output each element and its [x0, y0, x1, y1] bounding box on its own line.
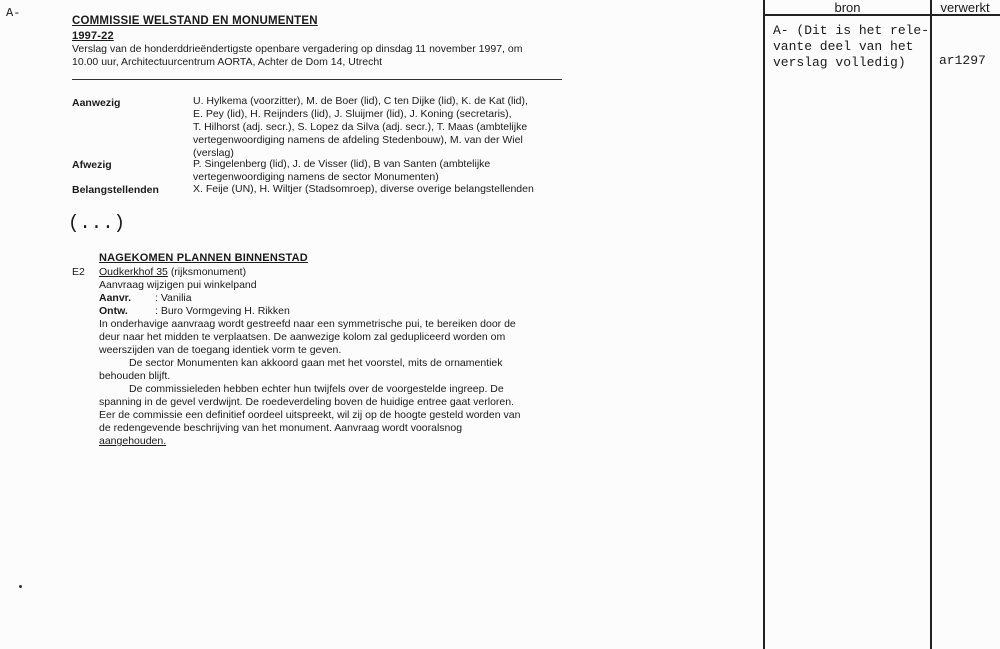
- header-line-2: 10.00 uur, Architectuurcentrum AORTA, Achter de Dom 14, Utrecht: [72, 56, 383, 68]
- margin-code: A-: [6, 6, 21, 20]
- body-line: behouden blijft.: [99, 370, 171, 382]
- absent-label: Afwezig: [72, 159, 112, 171]
- present-line: E. Pey (lid), H. Reijnders (lid), J. Sluijmer (lid), J. Koning (secretaris),: [193, 108, 512, 120]
- section-title: NAGEKOMEN PLANNEN BINNENSTAD: [99, 252, 308, 264]
- item-code: E2: [72, 266, 85, 278]
- header-line-1: Verslag van de honderddrieëndertigste openbare vergadering op dinsdag 11 november 1997, om: [72, 43, 523, 55]
- designer-label: Ontw.: [99, 305, 128, 317]
- column-divider-middle: [930, 0, 932, 649]
- decision-word: aangehouden.: [99, 435, 167, 447]
- present-line: (verslag): [193, 147, 234, 159]
- absent-line: vertegenwoordiging namens de sector Monumenten): [193, 171, 439, 183]
- body-line: In onderhavige aanvraag wordt gestreefd naar een symmetrische pui, te bereiken door de: [99, 318, 516, 330]
- item-address: Oudkerkhof 35: [99, 266, 168, 278]
- absent-list: [193, 158, 573, 184]
- column-header-bron: bron: [834, 0, 861, 15]
- verwerkt-code: ar1297: [939, 53, 986, 68]
- applicant-value: : Vanilia: [155, 292, 192, 304]
- body-line: deur naar het midden te verplaatsen. De aanwezige kolom zal gedupliceerd worden om: [99, 331, 506, 343]
- body-line: De commissieleden hebben echter hun twijfels over de voorgestelde ingreep. De: [129, 383, 504, 395]
- designer-row: [99, 305, 559, 318]
- column-divider-left: [763, 0, 765, 649]
- present-line: T. Hilhorst (adj. secr.), S. Lopez da Silva (adj. secr.), T. Maas (ambtelijke: [193, 121, 528, 133]
- body-line: Eer de commissie een definitief oordeel uitspreekt, wil zij op de hoogte gesteld worden van: [99, 409, 521, 421]
- document-number: 1997-22: [72, 30, 114, 42]
- body-line: de redengevende beschrijving van het monument. Aanvraag wordt vooralsnog: [99, 422, 463, 434]
- document-title: COMMISSIE WELSTAND EN MONUMENTEN: [72, 15, 318, 27]
- item-address-row: [99, 266, 559, 279]
- bron-note: [773, 23, 929, 71]
- bron-line: vante deel van het: [773, 39, 914, 54]
- designer-value: : Buro Vormgeving H. Rikken: [155, 305, 290, 317]
- bron-line: A- (Dit is het rele-: [773, 23, 930, 38]
- stray-mark: [19, 585, 22, 588]
- present-line: vertegenwoordiging namens de afdeling Stedenbouw), M. van der Wiel: [193, 134, 523, 146]
- applicant-row: [99, 292, 559, 305]
- interested-line: X. Feije (UN), H. Wiltjer (Stadsomroep), diverse overige belangstellenden: [193, 183, 534, 195]
- header-divider: [72, 79, 562, 80]
- bron-line: verslag volledig): [773, 55, 906, 70]
- interested-label: Belangstellenden: [72, 184, 159, 196]
- body-line: De sector Monumenten kan akkoord gaan met het voorstel, mits de ornamentiek: [129, 357, 503, 369]
- body-line: weerszijden van de toegang identiek vorm te geven.: [99, 344, 342, 356]
- item-block: [99, 266, 559, 448]
- present-line: U. Hylkema (voorzitter), M. de Boer (lid), C ten Dijke (lid), K. de Kat (lid),: [193, 95, 528, 107]
- present-list: [193, 95, 573, 160]
- present-label: Aanwezig: [72, 97, 121, 109]
- column-header-verwerkt: verwerkt: [940, 0, 990, 15]
- item-request: Aanvraag wijzigen pui winkelpand: [99, 279, 257, 291]
- body-line: spanning in de gevel verdwijnt. De roedeverdeling boven de huidige entree gaat verloren.: [99, 396, 515, 408]
- absent-line: P. Singelenberg (lid), J. de Visser (lid), B van Santen (ambtelijke: [193, 158, 491, 170]
- applicant-label: Aanvr.: [99, 292, 132, 304]
- item-address-note: (rijksmonument): [170, 266, 247, 278]
- omission-marker: (...): [68, 212, 126, 234]
